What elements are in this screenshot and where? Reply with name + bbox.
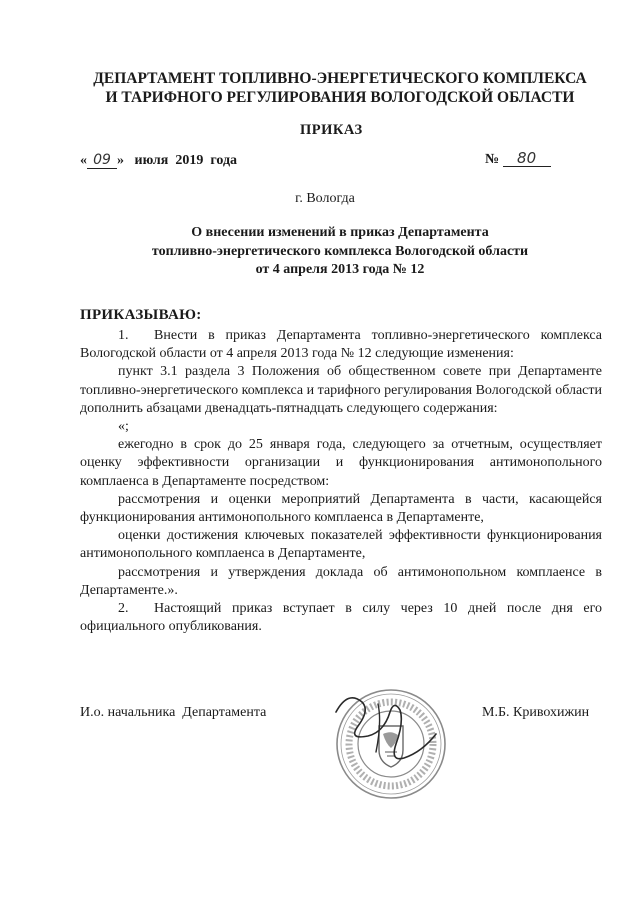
date-day-handwritten: 09 [87,153,117,169]
item-2-number: 2. [118,601,129,617]
quote-open: «; [118,419,129,435]
paragraph-intro: пункт 3.1 раздела 3 Положения об общественном совете при Департаменте топливно-энергетического комплекса и тарифного регулирования Вологодской области дополнить абзацами двенадцать-пятнадцать следующего содержания: [80,364,602,416]
subject-line3: от 4 апреля 2013 года № 12 [255,262,425,277]
department-name-line1: ДЕПАРТАМЕНТ ТОПЛИВНО-ЭНЕРГЕТИЧЕСКОГО КОМПЛЕКСА [93,70,587,87]
paragraph-review: рассмотрения и оценки мероприятий Департамента в части, касающейся функционирования антимонопольного комплаенса в Департаменте, [80,491,602,526]
item-1-text: Внести в приказ Департамента топливно-энергетического комплекса Вологодской области от 4 апреля 2013 года № 12 следующие изменения: [80,328,602,362]
order-subject [60,224,620,280]
subject-line2: топливно-энергетического комплекса Вологодской области [151,243,529,259]
document-type-title: ПРИКАЗ [300,122,363,138]
order-heading: ПРИКАЗЫВАЮ: [80,307,202,323]
date-close-quote: » [117,153,124,168]
item-2 [80,600,602,636]
subject-line1: О внесении изменений в приказ Департамента [191,225,489,240]
number-label: № [485,152,500,167]
item-2-text: Настоящий приказ вступает в силу через 10 дней после дня его официального опубликования. [80,601,602,635]
date-open-quote: « [80,153,87,168]
paragraph-evaluation: оценки достижения ключевых показателей эффективности функционирования антимонопольного комплаенса в Департаменте, [80,528,602,562]
item-1 [80,327,602,363]
date-month-year: июля 2019 года [134,153,238,168]
department-header [40,69,640,107]
department-name-line2: И ТАРИФНОГО РЕГУЛИРОВАНИЯ ВОЛОГОДСКОЙ ОБЛАСТИ [105,89,575,106]
paragraph-annual-assessment: ежегодно в срок до 25 января года, следующего за отчетным, осуществляет оценку эффективности организации и функционирования антимонопольного комплаенса в Департаменте посредством: [80,437,602,489]
item-1-number: 1. [118,328,129,343]
paragraph-report: рассмотрения и утверждения доклада об антимонопольном комплаенсе в Департаменте.». [80,564,602,598]
signatory-name: М.Б. Кривохижин [482,705,590,720]
handwritten-signature [318,682,458,778]
order-date [80,153,237,169]
signatory-position: И.о. начальника Департамента [80,705,267,720]
order-number [485,150,551,168]
city-name: г. Вологда [295,191,355,206]
order-body [80,327,602,636]
number-value-handwritten: 80 [503,150,551,167]
